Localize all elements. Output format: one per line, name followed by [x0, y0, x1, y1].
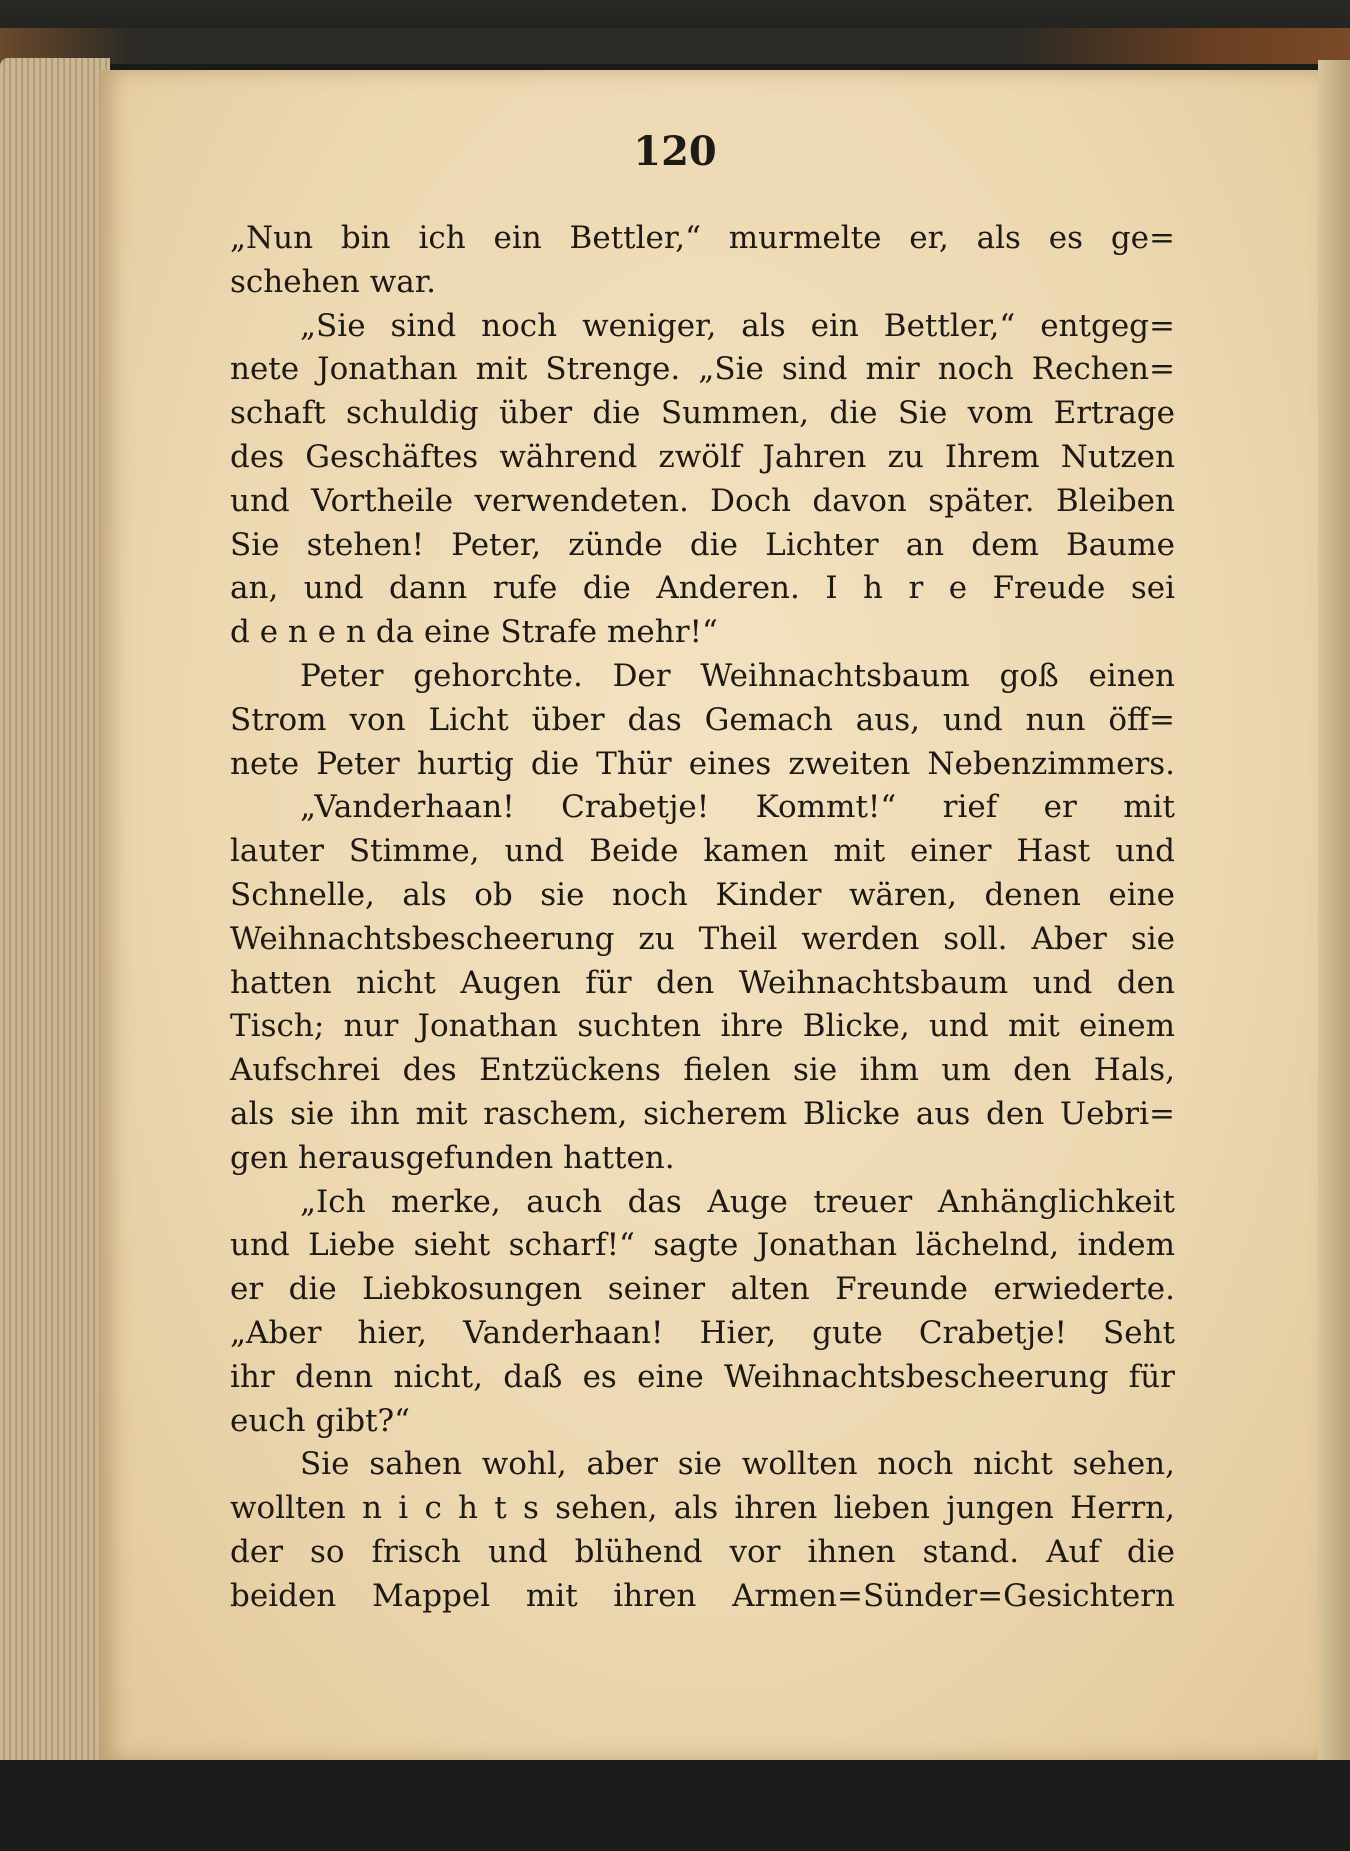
- text-line: wollten n i c h t s sehen, als ihren lieben jungen Herrn,: [230, 1490, 1175, 1527]
- text-line: Sie stehen! Peter, zünde die Lichter an dem Baume: [230, 526, 1175, 563]
- text-line: Aufschrei des Entzückens fielen sie ihm um den Hals,: [230, 1052, 1175, 1089]
- text-line: „Nun bin ich ein Bettler,“ murmelte er, als es ge=: [230, 220, 1175, 256]
- text-line: als sie ihn mit raschem, sicherem Blicke aus den Uebri=: [230, 1096, 1175, 1132]
- text-line: gen herausgefunden hatten.: [230, 1139, 675, 1176]
- text-line: hatten nicht Augen für den Weihnachtsbaum und den: [230, 964, 1175, 1001]
- text-line: „Vanderhaan! Crabetje! Kommt!“ rief er mit: [300, 789, 1175, 826]
- text-line: er die Liebkosungen seiner alten Freunde erwiederte.: [230, 1271, 1175, 1308]
- text-line: und Vortheile verwendeten. Doch davon später. Bleiben: [230, 482, 1175, 519]
- book-spine-edge: [0, 28, 1350, 64]
- text-line: des Geschäftes während zwölf Jahren zu Ihrem Nutzen: [230, 439, 1175, 475]
- text-line: schaft schuldig über die Summen, die Sie vom Ertrage: [230, 395, 1175, 432]
- text-line: d e n e n da eine Strafe mehr!“: [230, 614, 718, 651]
- text-line: Weihnachtsbescheerung zu Theil werden soll. Aber sie: [230, 920, 1175, 957]
- text-line: Strom von Licht über das Gemach aus, und nun öff=: [230, 701, 1175, 738]
- text-line: „Ich merke, auch das Auge treuer Anhänglichkeit: [300, 1183, 1175, 1220]
- text-line: an, und dann rufe die Anderen. I h r e Freude sei: [230, 570, 1175, 607]
- text-line: und Liebe sieht scharf!“ sagte Jonathan lächelnd, indem: [230, 1227, 1175, 1264]
- next-page-edge: [1318, 60, 1350, 1770]
- page-number: 120: [633, 128, 717, 175]
- text-line: lauter Stimme, und Beide kamen mit einer Hast und: [230, 833, 1175, 870]
- text-line: „Sie sind noch weniger, als ein Bettler,“ entgeg=: [300, 307, 1175, 344]
- text-line: Peter gehorchte. Der Weihnachtsbaum goß einen: [300, 658, 1175, 694]
- text-line: beiden Mappel mit ihren Armen=Sünder=Gesichtern: [230, 1577, 1175, 1614]
- text-line: nete Peter hurtig die Thür eines zweiten Nebenzimmers.: [230, 745, 1175, 782]
- text-line: euch gibt?“: [230, 1402, 411, 1439]
- text-line: schehen war.: [230, 263, 436, 300]
- text-line: ihr denn nicht, daß es eine Weihnachtsbescheerung für: [230, 1358, 1175, 1395]
- text-line: Sie sahen wohl, aber sie wollten noch nicht sehen,: [300, 1446, 1175, 1483]
- page-stack-edge: [0, 58, 110, 1778]
- text-line: der so frisch und blühend vor ihnen stand. Auf die: [230, 1534, 1175, 1570]
- background-bottom: [0, 1760, 1350, 1851]
- text-line: „Aber hier, Vanderhaan! Hier, gute Crabetje! Seht: [230, 1315, 1175, 1351]
- text-line: Schnelle, als ob sie noch Kinder wären, denen eine: [230, 877, 1175, 913]
- text-line: nete Jonathan mit Strenge. „Sie sind mir noch Rechen=: [230, 351, 1175, 388]
- text-line: Tisch; nur Jonathan suchten ihre Blicke, und mit einem: [230, 1008, 1175, 1045]
